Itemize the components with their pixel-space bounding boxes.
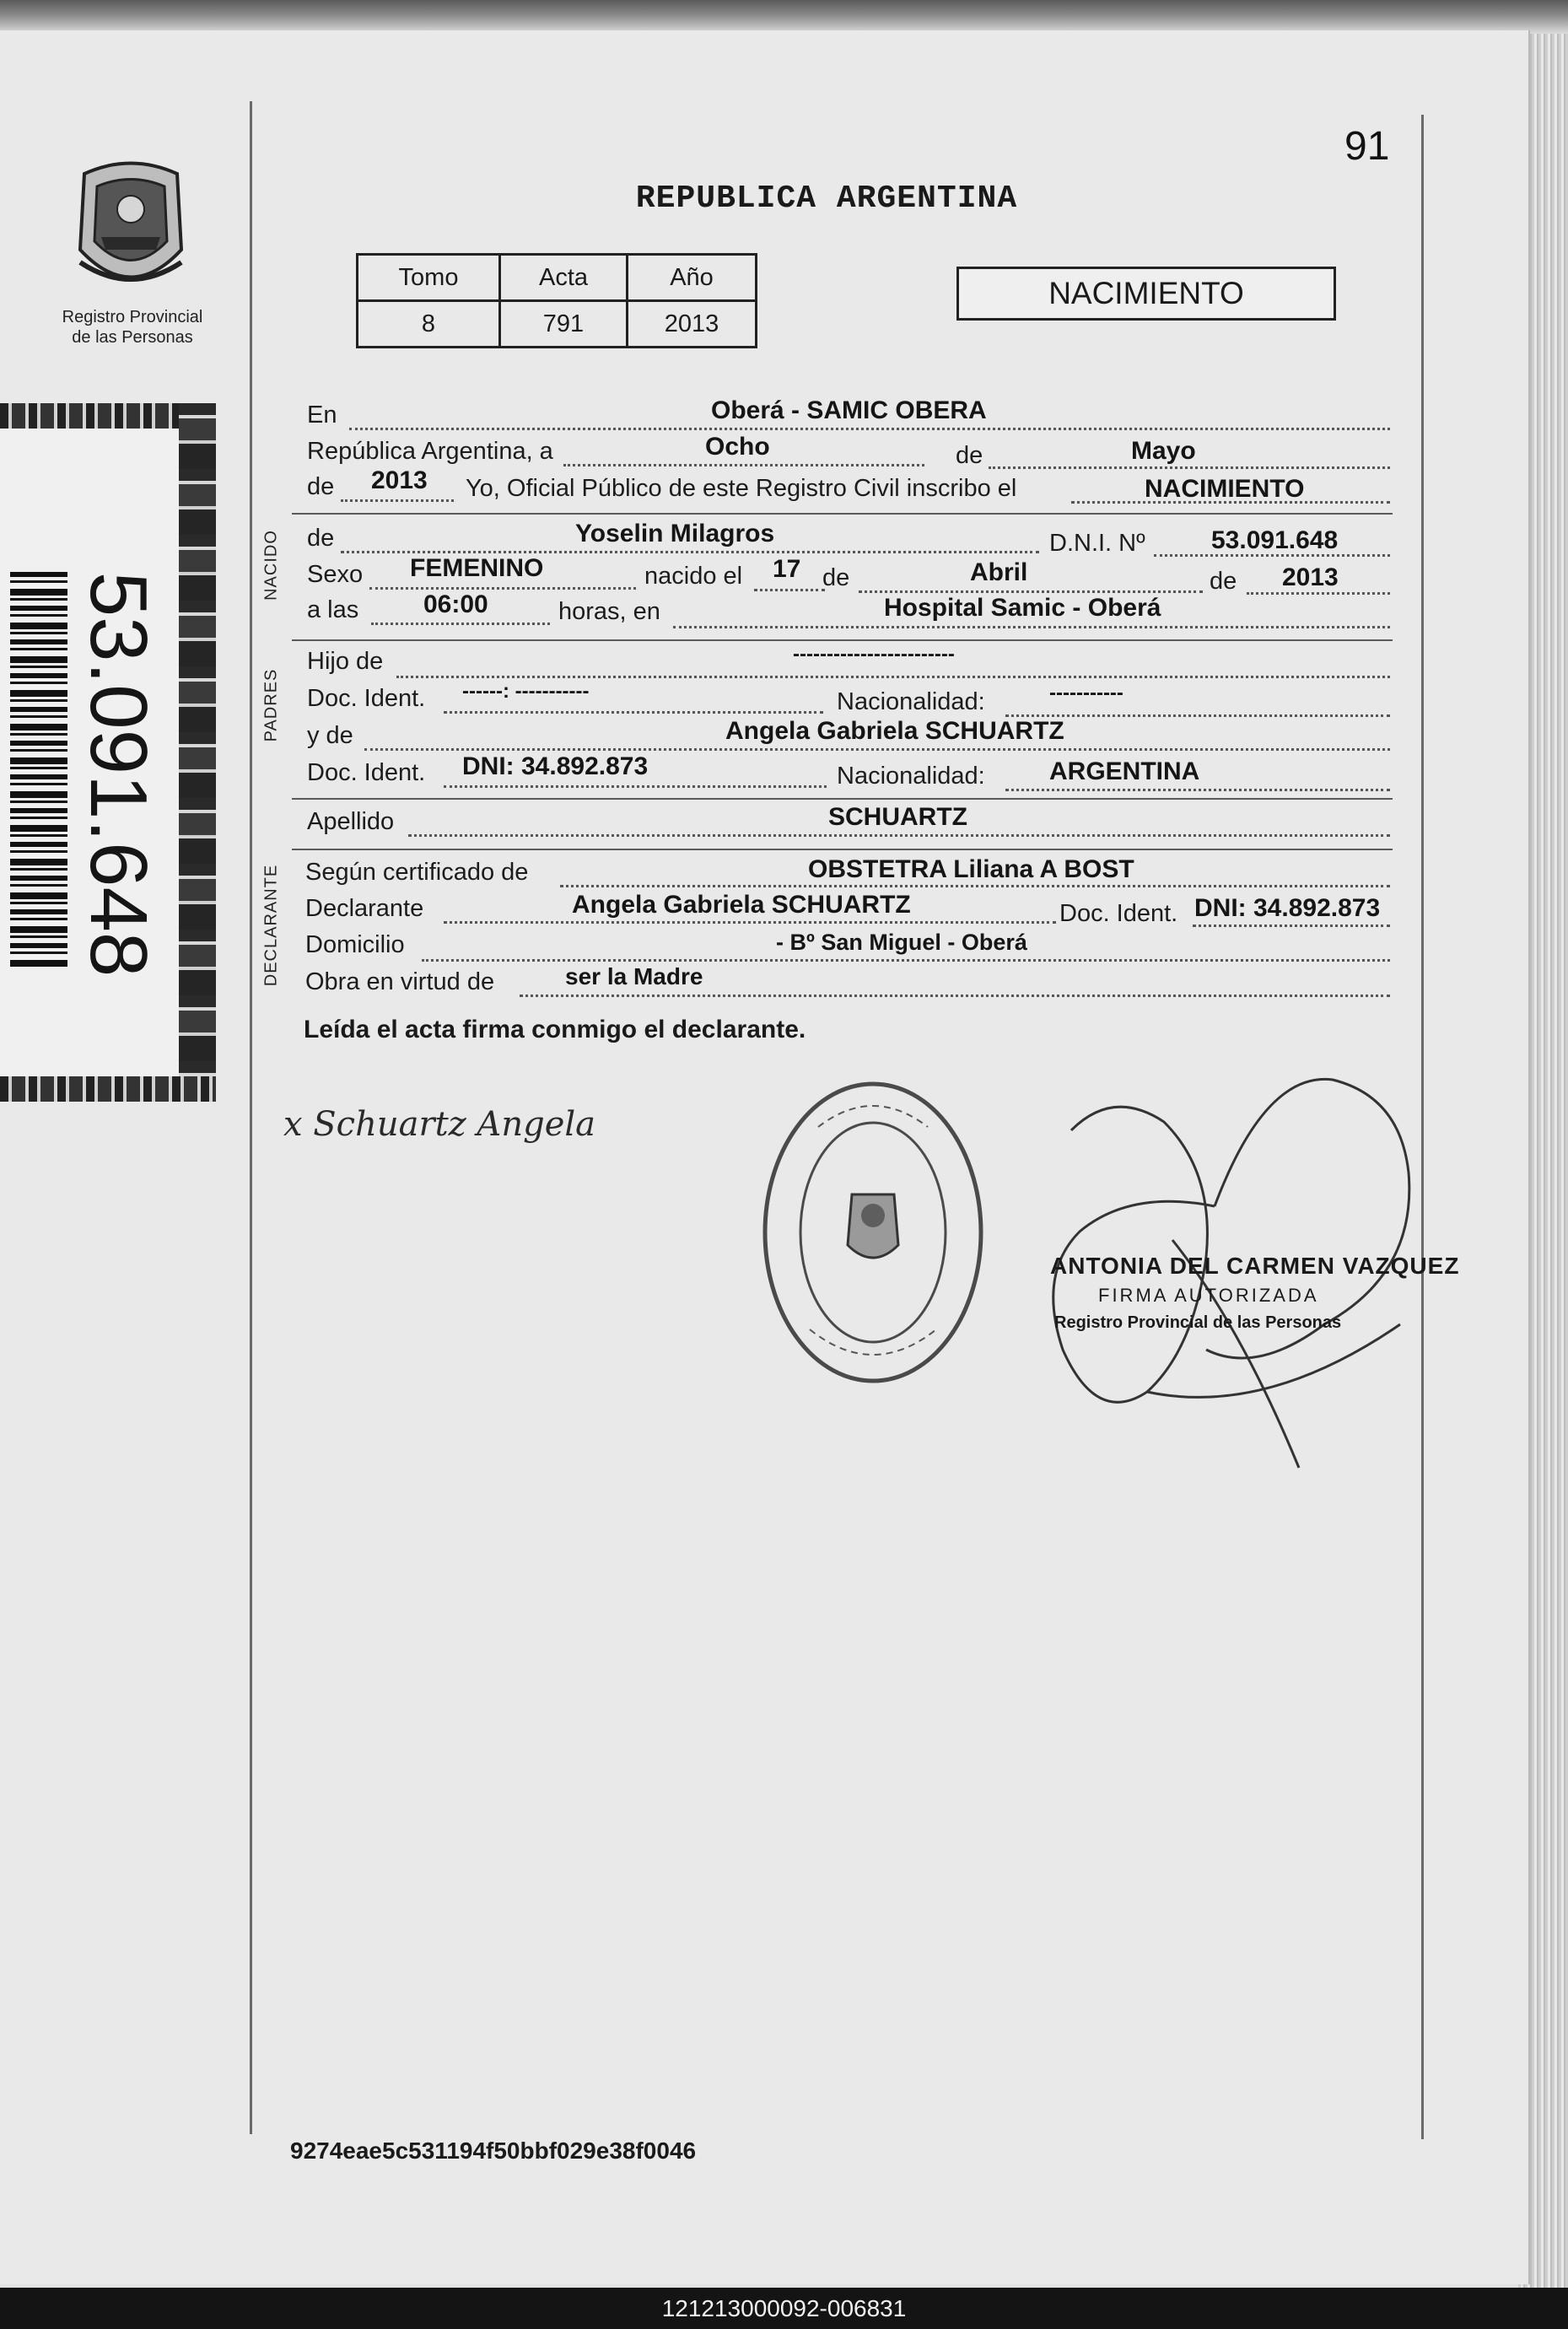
certificado-dots xyxy=(560,885,1390,887)
mother-value: Angela Gabriela SCHUARTZ xyxy=(725,717,1064,745)
year-value: 2013 xyxy=(371,466,428,494)
sexo-dots xyxy=(369,587,636,590)
place-value: Hospital Samic - Oberá xyxy=(884,594,1161,622)
birth-month-value: Abril xyxy=(970,558,1028,586)
birth-day-dots xyxy=(754,589,825,591)
record-value-ano: 2013 xyxy=(628,301,757,348)
father-doc-value: ------: ----------- xyxy=(462,680,590,703)
separator-2 xyxy=(292,639,1393,641)
hour-dots xyxy=(371,623,550,625)
declarante-dots xyxy=(444,921,1056,924)
domicilio-dots xyxy=(422,959,1390,962)
month-value: Mayo xyxy=(1131,437,1196,465)
record-table xyxy=(356,253,757,348)
declarant-signature-image xyxy=(278,1086,666,1154)
apellido-dots xyxy=(408,834,1390,837)
section-declarante-label: DECLARANTE xyxy=(261,864,281,987)
record-value-acta: 791 xyxy=(500,301,628,348)
father-doc-dots xyxy=(444,711,823,714)
name-value: Yoselin Milagros xyxy=(575,520,775,547)
mother-doc-value: DNI: 34.892.873 xyxy=(462,752,649,780)
closing-text: Leída el acta firma conmigo el declarante. xyxy=(304,1016,806,1043)
certificado-label: Según certificado de xyxy=(305,859,529,886)
page-number: 91 xyxy=(1344,124,1390,169)
strip-pattern-side xyxy=(179,403,216,1102)
sexo-value: FEMENINO xyxy=(410,554,544,582)
left-margin-rule xyxy=(250,101,252,2134)
month-dots xyxy=(989,466,1390,469)
day-dots xyxy=(563,464,924,466)
document-hash: 9274eae5c531194f50bbf029e38f0046 xyxy=(290,2138,697,2164)
record-value-tomo: 8 xyxy=(358,301,500,348)
apellido-label: Apellido xyxy=(307,808,395,835)
oficial-text: Yo, Oficial Público de este Registro Civil inscribo el xyxy=(466,475,1017,502)
document-type-box: NACIMIENTO xyxy=(956,267,1336,321)
authority-office: Registro Provincial de las Personas xyxy=(1054,1313,1342,1332)
mother-nat-value: ARGENTINA xyxy=(1049,757,1200,785)
a-las-label: a las xyxy=(307,596,359,623)
year-dots xyxy=(341,499,454,502)
mother-nat-dots xyxy=(1005,789,1390,791)
strip-pattern-bottom xyxy=(0,1076,216,1102)
strip-dni-number: 53.091.648 xyxy=(73,571,164,978)
obra-dots xyxy=(520,995,1390,997)
declarante-doc-label: Doc. Ident. xyxy=(1059,900,1178,927)
hour-value: 06:00 xyxy=(423,590,488,618)
birth-year-value: 2013 xyxy=(1282,563,1339,591)
birth-year-dots xyxy=(1247,592,1390,595)
father-nat-label: Nacionalidad: xyxy=(837,688,985,715)
footer-code: 121213000092-006831 xyxy=(661,2295,907,2321)
apellido-value: SCHUARTZ xyxy=(828,803,967,831)
record-header-tomo: Tomo xyxy=(358,255,500,301)
father-nat-value: ----------- xyxy=(1049,682,1123,704)
en-label: En xyxy=(307,402,337,429)
place-dots xyxy=(673,626,1390,628)
birth-de-label: de xyxy=(822,564,850,591)
separator-3 xyxy=(292,798,1393,800)
barcode-icon xyxy=(10,572,67,968)
scan-footer-bar xyxy=(0,2288,1568,2329)
section-nacido-label: NACIDO xyxy=(261,530,281,601)
republica-label: República Argentina, a xyxy=(307,438,553,465)
mother-doc-dots xyxy=(444,785,827,788)
mother-nat-label: Nacionalidad: xyxy=(837,763,985,790)
en-value: Oberá - SAMIC OBERA xyxy=(711,396,987,424)
father-doc-label: Doc. Ident. xyxy=(307,685,426,712)
id-barcode-strip xyxy=(0,403,216,1102)
domicilio-value: - Bº San Miguel - Oberá xyxy=(776,930,1027,955)
authority-name: ANTONIA DEL CARMEN VAZQUEZ xyxy=(1050,1253,1460,1279)
registry-caption-line1: Registro Provincial xyxy=(62,308,203,326)
inscribe-value: NACIMIENTO xyxy=(1145,475,1305,503)
registry-stamp-icon xyxy=(759,1076,987,1388)
de-year-label: de xyxy=(307,473,335,500)
separator-4 xyxy=(292,849,1393,850)
declarante-doc-dots xyxy=(1193,925,1390,927)
record-header-ano: Año xyxy=(628,255,757,301)
registry-caption xyxy=(44,307,221,348)
authority-role: FIRMA AUTORIZADA xyxy=(1098,1285,1319,1306)
separator-1 xyxy=(292,513,1393,515)
strip-label xyxy=(0,429,179,1076)
dni-value: 53.091.648 xyxy=(1211,526,1339,554)
record-header-acta: Acta xyxy=(500,255,628,301)
declarante-doc-value: DNI: 34.892.873 xyxy=(1194,894,1381,922)
certificado-value: OBSTETRA Liliana A BOST xyxy=(808,855,1134,883)
right-margin-rule xyxy=(1421,115,1424,2139)
en-dots xyxy=(349,428,1390,430)
obra-value: ser la Madre xyxy=(565,963,703,989)
day-value: Ocho xyxy=(705,433,770,461)
birth-de-year-label: de xyxy=(1210,568,1237,595)
birth-month-dots xyxy=(859,590,1203,593)
declarante-value: Angela Gabriela SCHUARTZ xyxy=(572,891,911,919)
name-dots xyxy=(341,551,1039,553)
nacido-label: nacido el xyxy=(644,563,743,590)
obra-label: Obra en virtud de xyxy=(305,968,495,995)
father-value: ------------------------ xyxy=(793,643,955,666)
domicilio-label: Domicilio xyxy=(305,931,405,958)
section-padres-label: PADRES xyxy=(261,668,281,742)
declarante-label: Declarante xyxy=(305,895,424,922)
father-dots xyxy=(396,676,1390,678)
birth-day-value: 17 xyxy=(773,555,801,583)
mother-dots xyxy=(364,748,1390,751)
de-month-label: de xyxy=(956,442,983,469)
mother-doc-label: Doc. Ident. xyxy=(307,759,426,786)
registry-caption-line2: de las Personas xyxy=(72,328,193,347)
horas-label: horas, en xyxy=(558,598,660,625)
y-de-label: y de xyxy=(307,722,353,749)
country-title: REPUBLICA ARGENTINA xyxy=(635,181,1018,217)
misiones-emblem-icon xyxy=(67,157,194,300)
name-label: de xyxy=(307,525,335,552)
hijo-label: Hijo de xyxy=(307,648,384,675)
sexo-label: Sexo xyxy=(307,561,364,588)
declarant-signature-text: x Schuartz Angela xyxy=(283,1105,595,1144)
dni-label: D.N.I. Nº xyxy=(1049,530,1145,557)
